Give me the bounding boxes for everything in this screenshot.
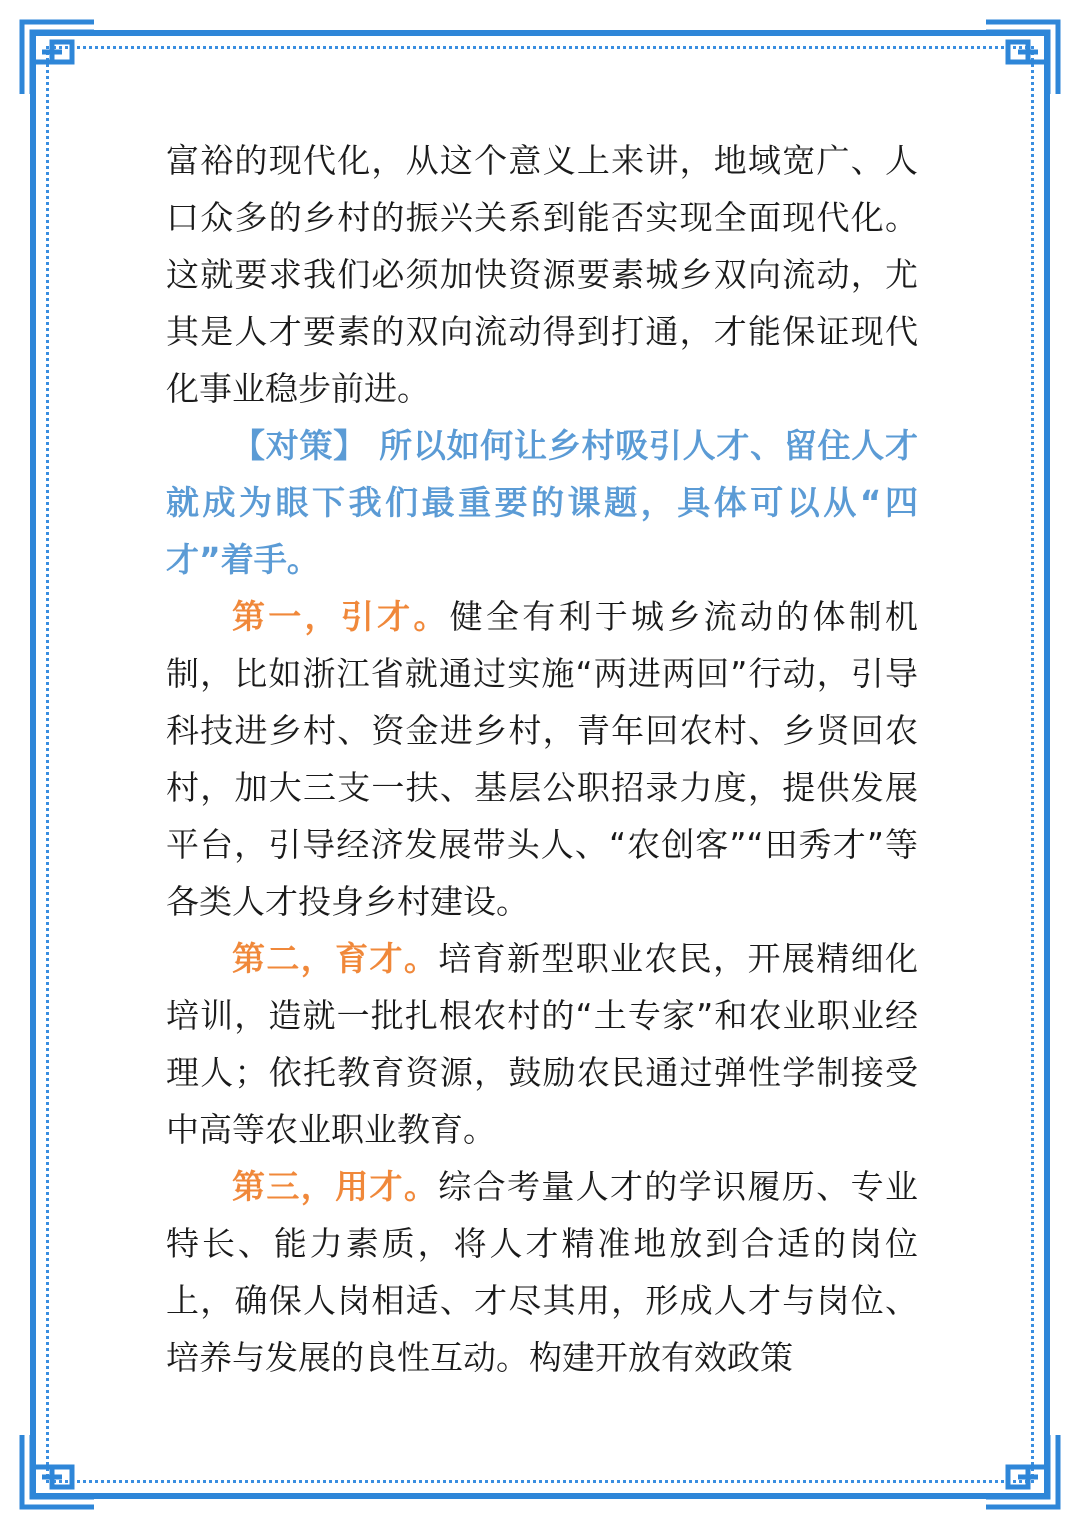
paragraph-attract-talent	[166, 588, 918, 930]
corner-ornament-icon	[18, 1431, 98, 1511]
section-heading-use: 第三，用才。	[232, 1167, 439, 1206]
paragraph-use-talent	[166, 1158, 918, 1386]
paragraph-intro: 富裕的现代化，从这个意义上来讲，地域宽广、人口众多的乡村的振兴关系到能否实现全面现代化。这就要求我们必须加快资源要素城乡双向流动，尤其是人才要素的双向流动得到打通，才能保证现代化事业稳步前进。	[166, 141, 918, 408]
section-text-use: 综合考量人才的学识履历、专业特长、能力素质，将人才精准地放到合适的岗位上，确保人岗相适、才尽其用，形成人才与岗位、培养与发展的良性互动。构建开放有效政策	[166, 1167, 919, 1377]
corner-ornament-icon	[18, 18, 98, 98]
section-heading-train: 第二，育才。	[232, 939, 439, 978]
section-heading-attract: 第一，引才。	[232, 597, 450, 636]
section-text-attract: 健全有利于城乡流动的体制机制，比如浙江省就通过实施“两进两回”行动，引导科技进乡村、资金进乡村，青年回农村、乡贤回农村，加大三支一扶、基层公职招录力度，提供发展平台，引导经济发展带头人、“农创客”“田秀才”等各类人才投身乡村建设。	[166, 597, 919, 921]
corner-ornament-icon	[982, 18, 1062, 98]
corner-ornament-icon	[982, 1431, 1062, 1511]
paragraph-countermeasure	[166, 417, 918, 588]
paragraph-train-talent	[166, 930, 918, 1158]
article-body	[166, 132, 918, 1386]
countermeasure-text: 所以如何让乡村吸引人才、留住人才就成为眼下我们最重要的课题，具体可以从“四才”着手。	[166, 426, 918, 579]
section-text-train: 培育新型职业农民，开展精细化培训，造就一批扎根农村的“土专家”和农业职业经理人；依托教育资源，鼓励农民通过弹性学制接受中高等农业职业教育。	[166, 939, 919, 1149]
countermeasure-label: 【对策】	[232, 426, 367, 465]
